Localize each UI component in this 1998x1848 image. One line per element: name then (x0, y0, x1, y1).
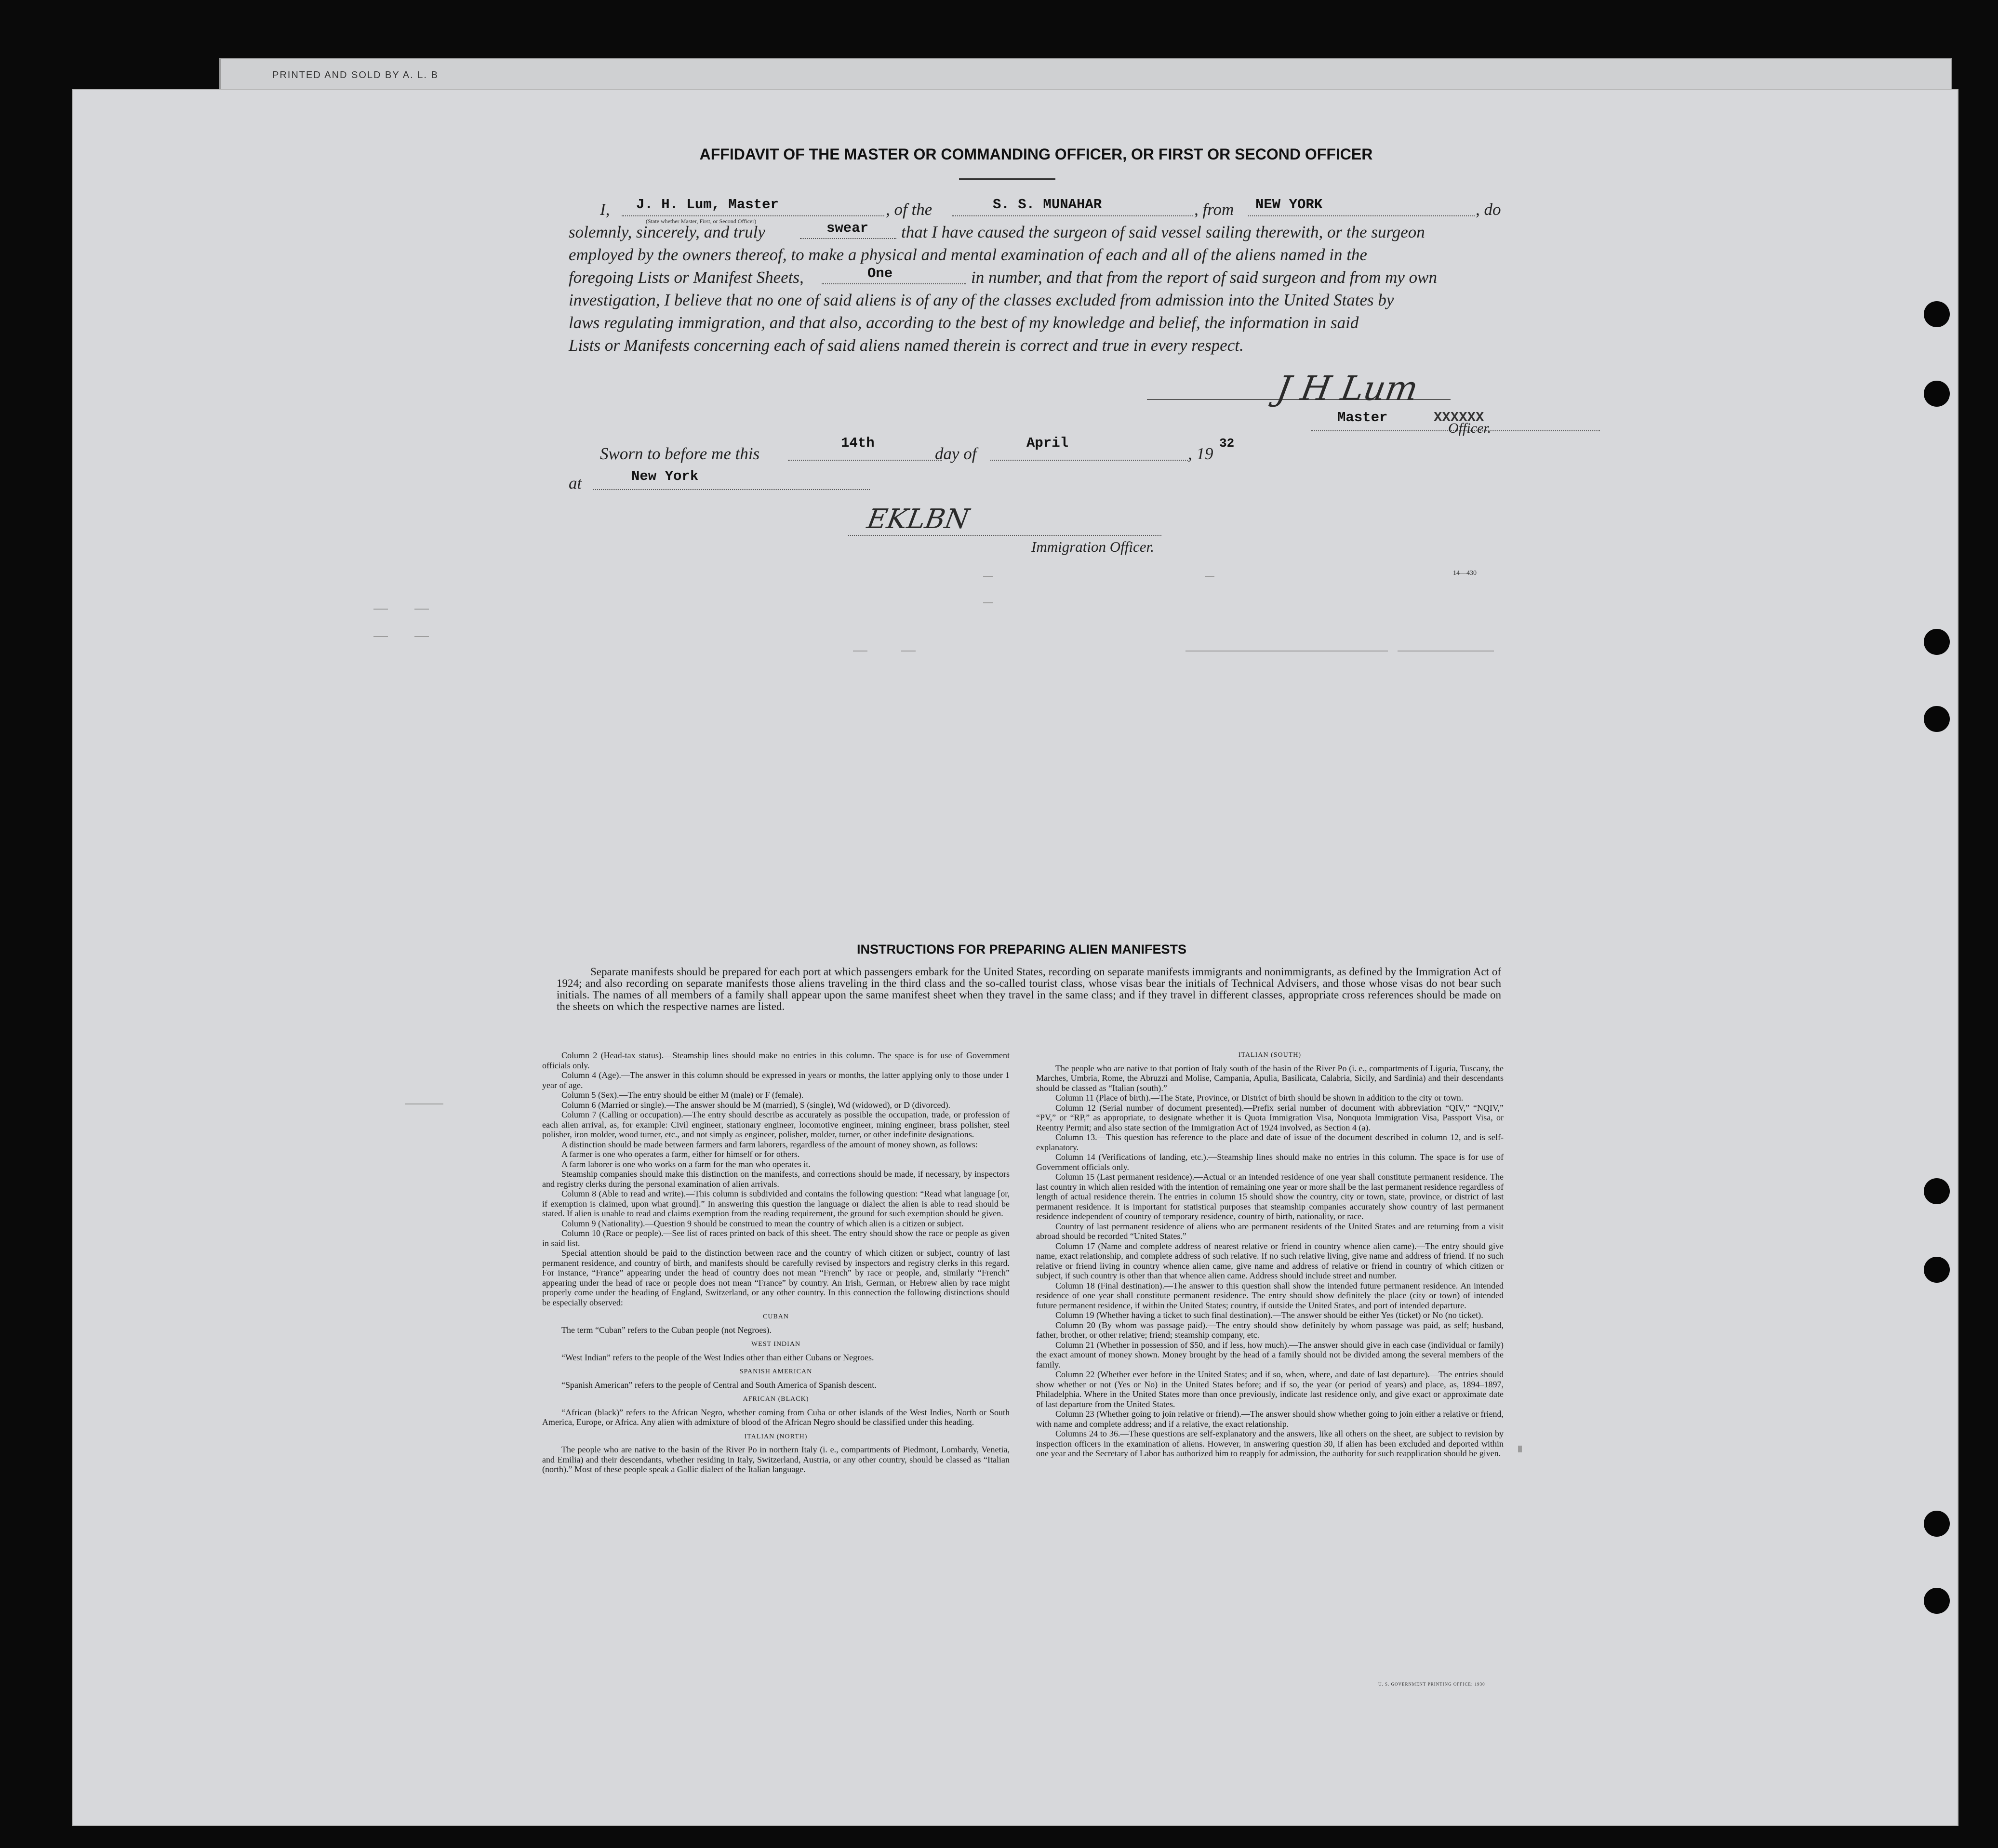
instruction-paragraph: Column 17 (Name and complete address of nearest relative or friend in country whence alien came).—The entry should give name, exact relationship, and complete address of such relative. If no such relative living, give name and address of friend. If no such relative or friend living in country whence alien came, give name and address of relative or friend in country of which citizen or subject, if such country is other than that whence alien came. Address should include street and number. (1036, 1241, 1504, 1280)
sworn-place: New York (631, 468, 699, 484)
instruction-paragraph: Column 21 (Whether in possession of $50, and if less, how much).—The answer should give in each case (individual or family) the exact amount of money shown. Money brought by the head of a family should not be divided among the several members of the family. (1036, 1340, 1504, 1369)
instruction-paragraph: A distinction should be made between farmers and farm laborers, regardless of the amount of money shown, as follows: (561, 1139, 978, 1149)
struck-text: XXXXXX (1434, 410, 1484, 425)
text-at: at (569, 474, 582, 492)
printer-mark: PRINTED AND SOLD BY A. L. B (272, 70, 439, 80)
instruction-paragraph: Special attention should be paid to the distinction between race and the country of which citizen or subject, country of last permanent residence, and country of birth, and manifests should be carefully revised by inspectors and registry clerks in this regard. For instance, “France” appearing under the head of country does not mean “French” by race or people, and, similarly “French” appearing under the head of race or people does not mean “France” by country. An Irish, German, or Hebrew alien by race might properly come under the heading of England, Switzerland, or any other country. In this connection the following distinctions should be especially observed: (542, 1248, 1010, 1307)
faint-mark (373, 609, 388, 610)
binder-hole-icon (1924, 629, 1950, 655)
text-foregoing: foregoing Lists or Manifest Sheets, (569, 268, 804, 287)
gpo-note: U. S. GOVERNMENT PRINTING OFFICE: 1930 (1378, 1682, 1485, 1687)
instruction-paragraph: A farm laborer is one who works on a farm for the man who operates it. (561, 1159, 811, 1169)
faint-mark (1518, 1446, 1522, 1452)
master-signature: J H Lum (1273, 369, 1421, 408)
vessel-name: S. S. MUNAHAR (993, 197, 1102, 213)
faint-mark (983, 576, 993, 577)
instruction-paragraph: Column 23 (Whether going to join relative or friend).—The answer should show whether going to join either a relative or friend, with name and complete address; and if a relative, the exact relationship. (1036, 1409, 1504, 1429)
section-heading: ITALIAN (SOUTH) (1238, 1051, 1302, 1059)
instruction-paragraph: Column 8 (Able to read and write).—This column is subdivided and contains the following question: “Read what language [or, if exemption is claimed, upon what ground].” In answering this question the language or dialect the alien is able to read should be stated. If alien is unable to read and claims exemption from the reading requirement, the ground for such exemption should be given. (542, 1189, 1010, 1218)
instruction-paragraph: Steamship companies should make this distinction on the manifests, and corrections should be made, if necessary, by inspectors and registry clerks during the personal examination of alien arrivals. (542, 1169, 1010, 1189)
binder-hole-icon (1924, 1511, 1950, 1537)
binder-hole-icon (1924, 381, 1950, 407)
section-heading: WEST INDIAN (751, 1341, 801, 1348)
text-in-number: in number, and that from the report of said surgeon and from my own (971, 268, 1438, 287)
immigration-officer-signature: EKLBN (865, 504, 972, 535)
instruction-paragraph: Column 4 (Age).—The answer in this column should be expressed in years or months, the latter applying only to those under 1 year of age. (542, 1070, 1010, 1090)
instructions-intro: Separate manifests should be prepared for each port at which passengers embark for the United States, recording on separate manifests immigrants and nonimmigrants, as defined by the Immigration Act of 1924; and also recording on separate manifests those aliens traveling in the third class and the so-called tourist class, whose visas bear the initials of Technical Advisers, and those whose visas do not bear such initials. The names of all members of a family shall appear upon the same manifest sheet when they travel in the same class; and if they travel in different classes, appropriate cross references should be made on the sheets on which the respective names are listed. (557, 966, 1501, 1012)
officer-name: J. H. Lum, Master (636, 197, 779, 213)
faint-mark (1205, 576, 1214, 577)
sheets-count: One (867, 266, 893, 281)
vessel-field-line (952, 215, 1193, 216)
instruction-paragraph: “African (black)” refers to the African Negro, whether coming from Cuba or other islands of the West Indies, North or South America, Europe, or Africa. Any alien with admixture of blood of the African Negro should be classified under this heading. (542, 1407, 1010, 1427)
faint-mark (414, 609, 429, 610)
instruction-paragraph: Column 2 (Head-tax status).—Steamship lines should make no entries in this column. The space is for use of Government officials only. (542, 1050, 1010, 1070)
section-heading: SPANISH AMERICAN (739, 1368, 813, 1375)
binder-hole-icon (1924, 1588, 1950, 1614)
instruction-paragraph: “Spanish American” refers to the people of Central and South America of Spanish descent. (561, 1380, 877, 1390)
affidavit-title: AFFIDAVIT OF THE MASTER OR COMMANDING OFFICER, OR FIRST OR SECOND OFFICER (699, 146, 1373, 163)
title-rule (959, 178, 1055, 180)
binder-hole-icon (1924, 706, 1950, 732)
instruction-paragraph: Column 13.—This question has reference to the place and date of issue of the document described in column 12, and is self-explanatory. (1036, 1132, 1504, 1152)
instructions-title: INSTRUCTIONS FOR PREPARING ALIEN MANIFESTS (856, 942, 1187, 957)
text-from: , from (1194, 200, 1234, 219)
text-do: , do (1476, 200, 1501, 219)
text-solemnly: solemnly, sincerely, and truly (569, 223, 765, 241)
instructions-right-column (1036, 1050, 1504, 1459)
sworn-place-line (593, 489, 870, 490)
section-heading: CUBAN (762, 1313, 789, 1320)
immigration-signature-line (848, 535, 1161, 536)
signer-title: Master (1337, 410, 1388, 425)
instruction-paragraph: Column 11 (Place of birth).—The State, Province, or District of birth should be shown in addition to the city or town. (1055, 1093, 1464, 1103)
sworn-month-line (990, 460, 1188, 461)
faint-mark (405, 1103, 443, 1104)
oath-field-line (800, 238, 896, 239)
instruction-paragraph: Column 15 (Last permanent residence).—Actual or an intended residence of one year shall constitute permanent residence. The last country in which alien resided with the intention of remaining one year or more shall be the last permanent residence regardless of length of actual residence therein. The entries in column 15 should show the country, city or town, state, province, or district of last permanent residence. It is important for statistical purposes that steamship companies accurately show country of last permanent residence independent of country of temporary residence, country of birth, nationality, or race. (1036, 1172, 1504, 1221)
text-day-of: day of (935, 444, 977, 463)
instructions-left-column (542, 1050, 1010, 1475)
instruction-paragraph: A farmer is one who operates a farm, either for himself or for others. (561, 1149, 800, 1159)
sworn-month: April (1026, 435, 1069, 451)
instruction-paragraph: Column 9 (Nationality).—Question 9 should be construed to mean the country of which alien is a citizen or subject. (561, 1218, 964, 1228)
departure-port: NEW YORK (1255, 197, 1323, 213)
binder-hole-icon (1924, 1178, 1950, 1204)
sworn-day: 14th (841, 435, 875, 451)
form-code: 14—430 (1453, 570, 1477, 577)
officer-label: Officer. (1448, 420, 1492, 436)
text-caused: that I have caused the surgeon of said vessel sailing therewith, or the surgeon (901, 223, 1425, 241)
faint-mark (373, 636, 388, 637)
sworn-year: 32 (1219, 436, 1235, 451)
instruction-paragraph: Column 19 (Whether having a ticket to such final destination).—The answer should be either Yes (ticket) or No (no ticket). (1055, 1310, 1483, 1320)
instruction-paragraph: Country of last permanent residence of aliens who are permanent residents of the United States and are returning from a visit abroad should be recorded “United States.” (1036, 1221, 1504, 1241)
sheets-count-line (822, 283, 966, 284)
oath-word: swear (826, 220, 869, 236)
port-field-line (1248, 215, 1475, 216)
text-sworn: Sworn to before me this (600, 444, 760, 463)
instruction-paragraph: The people who are native to that portion of Italy south of the basin of the River Po (i. e., compartments of Liguria, Tuscany, the Marches, Umbria, Rome, the Abruzzi and Molise, Campania, Apulia, Basilicata, Calabria, Sicily, and Sardinia) and their descendants should be classed as “Italian (south).” (1036, 1063, 1504, 1093)
instruction-paragraph: “West Indian” refers to the people of the West Indies other than either Cubans or Negroes. (561, 1352, 874, 1362)
section-heading: ITALIAN (NORTH) (744, 1433, 808, 1440)
text-i: I, (600, 200, 610, 219)
binder-hole-icon (1924, 301, 1950, 327)
instruction-paragraph: Column 10 (Race or people).—See list of races printed on back of this sheet. The entry should show the race or people as given in said list. (542, 1228, 1010, 1248)
faint-mark (414, 636, 429, 637)
instruction-paragraph: Column 14 (Verifications of landing, etc.).—Steamship lines should make no entries in this column. The space is for use of Government officials only. (1036, 1152, 1504, 1172)
instruction-paragraph: Columns 24 to 36.—These questions are self-explanatory and the answers, like all others on the sheet, are subject to revision by inspection officers in the examination of aliens. However, in answering question 30, if alien has been excluded and deported within one year and the Secretary of Labor has authorized him to reapply for admission, the authority for such reapplication should be given. (1036, 1429, 1504, 1458)
binder-hole-icon (1924, 1257, 1950, 1283)
instruction-paragraph: The term “Cuban” refers to the Cuban people (not Negroes). (561, 1325, 772, 1335)
instruction-paragraph: The people who are native to the basin of the River Po in northern Italy (i. e., compartments of Piedmont, Lombardy, Venetia, and Emilia) and their descendants, whether residing in Italy, Switzerland, Austria, or any other country, should be classed as “Italian (north).” Most of these people speak a Gallic dialect of the Italian language. (542, 1445, 1010, 1474)
text-lists: Lists or Manifests concerning each of said aliens named therein is correct and true in every respect. (569, 336, 1244, 355)
text-year-prefix: , 19 (1188, 444, 1213, 463)
instruction-paragraph: Column 20 (By whom was passage paid).—The entry should show definitely by whom passage was paid, as self; husband, father, brother, or other relative; friend; steamship company, etc. (1036, 1320, 1504, 1340)
officer-field-line (622, 215, 884, 216)
immigration-officer-label: Immigration Officer. (1031, 538, 1154, 555)
instruction-paragraph: Column 12 (Serial number of document presented).—Prefix serial number of document with abbreviation “QIV,” “NQIV,” “PV,” or “RP,” as appropriate, to designate whether it is Quota Immigration Visa, Nonquota Immigration Visa, Passport Visa, or Reentry Permit; and also state section of the Immigration Act of 1924 involved, as Section 4 (a). (1036, 1103, 1504, 1132)
text-employed: employed by the owners thereof, to make a physical and mental examination of each and all of the aliens named in the (569, 245, 1367, 264)
text-laws: laws regulating immigration, and that also, according to the best of my knowledge and belief, the information in said (569, 313, 1359, 332)
faint-mark (983, 602, 993, 603)
instruction-paragraph: Column 22 (Whether ever before in the United States; and if so, when, where, and date of last departure).—The entries should show whether or not (Yes or No) in the United States before; and if so, the year (or period of years) and place, as, 1894–1897, Philadelphia. Where in the United States more than once previously, indicate last residence only, and give exact or approximate date of last departure from the United States. (1036, 1369, 1504, 1409)
officer-field-note: (State whether Master, First, or Second Officer) (646, 218, 757, 225)
text-investigation: investigation, I believe that no one of said aliens is of any of the classes excluded from admission into the United States by (569, 291, 1394, 309)
instruction-paragraph: Column 18 (Final destination).—The answer to this question shall show the intended future permanent residence. An intended residence of one year shall constitute permanent residence. The entry should show definitely the place (city or town) of intended future permanent residence, if within the United States; country, if outside the United States, and port of intended departure. (1036, 1280, 1504, 1310)
instruction-paragraph: Column 7 (Calling or occupation).—The entry should describe as accurately as possible the occupation, trade, or profession of each alien arrival, as, for example: Civil engineer, stationary engineer, locomotive engineer, mining engineer, brass polisher, steel polisher, iron molder, wood turner, etc., and not simply as engineer, polisher, molder, turner, or other indefinite designations. (542, 1110, 1010, 1139)
section-heading: AFRICAN (BLACK) (743, 1396, 809, 1403)
text-of-the: , of the (886, 200, 932, 219)
instruction-paragraph: Column 6 (Married or single).—The answer should be M (married), S (single), Wd (widowed), or D (divorced). (561, 1100, 950, 1110)
instruction-paragraph: Column 5 (Sex).—The entry should be either M (male) or F (female). (561, 1090, 804, 1100)
sworn-day-line (788, 460, 942, 461)
